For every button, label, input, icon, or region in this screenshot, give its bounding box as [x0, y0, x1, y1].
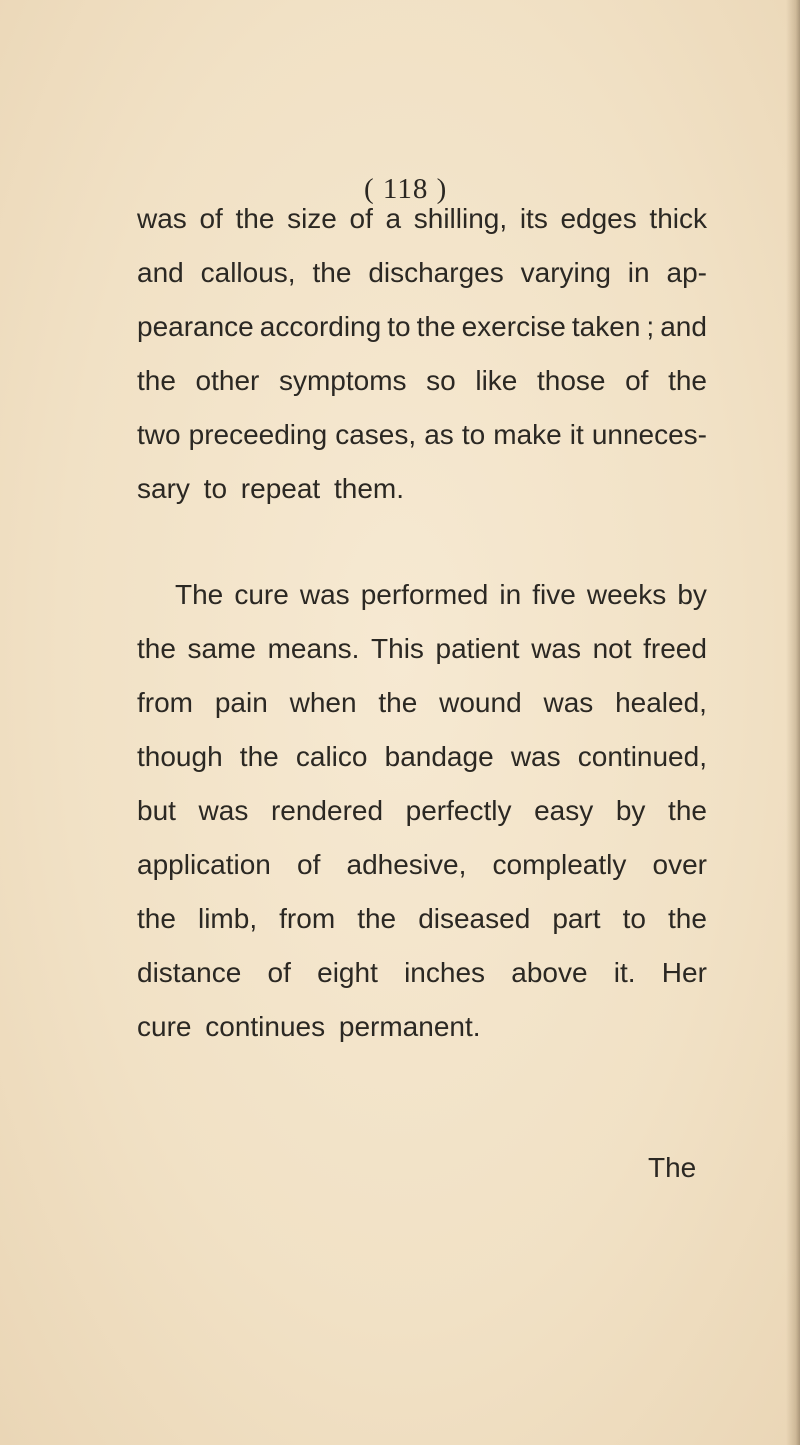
text-line: the limb, from the diseased part to the	[137, 903, 707, 934]
text-line: the same means. This patient was not freed	[137, 633, 707, 664]
text-line: pearance according to the exercise taken ; and	[137, 311, 707, 342]
text-line: and callous, the discharges varying in ap-	[137, 257, 707, 288]
text-line: was of the size of a shilling, its edges thick	[137, 203, 707, 234]
text-line: distance of eight inches above it. Her	[137, 957, 707, 988]
text-line: two preceeding cases, as to make it unneces-	[137, 419, 707, 450]
page-edge-shadow	[786, 0, 800, 1445]
text-line: though the calico bandage was continued,	[137, 741, 707, 772]
text-line: cure continues permanent.	[137, 1011, 481, 1042]
text-line: The cure was performed in five weeks by	[175, 579, 707, 610]
text-line: but was rendered perfectly easy by the	[137, 795, 707, 826]
page-number-header: ( 118 )	[364, 173, 448, 205]
catchword: The	[648, 1152, 697, 1183]
text-line: from pain when the wound was healed,	[137, 687, 707, 718]
text-line: sary to repeat them.	[137, 473, 405, 504]
text-line: application of adhesive, compleatly over	[137, 849, 707, 880]
text-line: the other symptoms so like those of the	[137, 365, 707, 396]
